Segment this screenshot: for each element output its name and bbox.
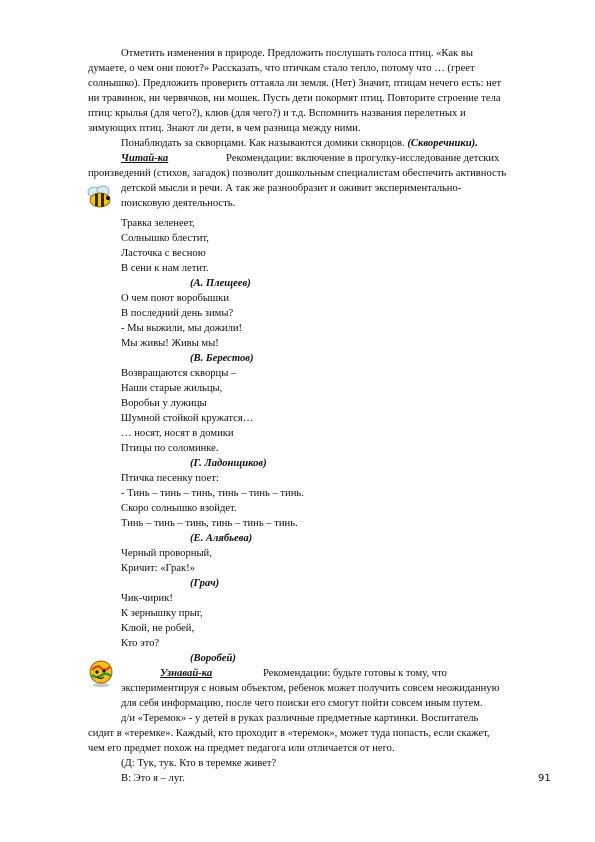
poem-line: Шумной стойкой кружатся… bbox=[121, 413, 254, 424]
riddle-line: Кричит: «Грак!» bbox=[121, 563, 195, 574]
riddle-line: К зернышку прыг, bbox=[121, 608, 203, 619]
poem-line: В сени к нам летит. bbox=[121, 263, 209, 274]
page-number: 91 bbox=[538, 773, 551, 784]
riddle-line: Чик-чирик! bbox=[121, 593, 173, 604]
poem-author: (В. Берестов) bbox=[190, 353, 254, 364]
riddle-answer: (Воробей) bbox=[190, 653, 236, 664]
observe-answer: (Скворечники). bbox=[407, 138, 478, 149]
poem-line: … носят, носят в домики bbox=[121, 428, 234, 439]
poem-line: Ласточка с весною bbox=[121, 248, 206, 259]
explorer-rec-line: экспериментируя с новым объектом, ребенок может получить совсем неожиданную bbox=[121, 683, 500, 694]
intro-line: думаете, о чем они поют?» Рассказать, что птичкам стало тепло, потому что … (греет bbox=[88, 63, 475, 74]
reader-heading: Читай-ка bbox=[121, 153, 169, 164]
poem-author: (Е. Алябьева) bbox=[190, 533, 253, 544]
riddle-line: Клюй, не робей, bbox=[121, 623, 195, 634]
poem-line: Птичка песенку поет: bbox=[121, 473, 219, 484]
poem-line: Мы живы! Живы мы! bbox=[121, 338, 219, 349]
poem-line: Солнышко блестит, bbox=[121, 233, 209, 244]
dialogue-line: (Д: Тук, тук. Кто в теремке живет? bbox=[121, 758, 277, 769]
poem-line: Воробьи у лужицы bbox=[121, 398, 207, 409]
poem-line: Скоро солнышко взойдет. bbox=[121, 503, 237, 514]
intro-line: солнышко). Предложить проверить оттаяла ли земля. (Нет) Значит, птицам нечего есть: нет bbox=[88, 78, 502, 89]
explorer-rec-line: сидит в «теремке». Каждый, кто проходит в «теремок», может туда попасть, если скажет, bbox=[88, 728, 490, 739]
explorer-rec-line: д/и «Теремок» - у детей в руках различные предметные картинки. Воспитатель bbox=[121, 713, 479, 724]
poem-line: - Тинь – тинь – тинь, тинь – тинь – тинь. bbox=[121, 488, 304, 499]
explorer-rec-line: чем его предмет похож на предмет педагога или отличается от него. bbox=[88, 743, 395, 754]
bee-icon bbox=[86, 183, 114, 209]
intro-line: Отметить изменения в природе. Предложить послушать голоса птиц. «Как вы bbox=[121, 48, 473, 59]
globe-icon bbox=[88, 658, 114, 688]
intro-line: птиц: крылья (для чего?), клюв (для чего?) и т.д. Вспомнить названия перелетных и bbox=[88, 108, 466, 119]
poem-line: Тинь – тинь – тинь, тинь – тинь – тинь. bbox=[121, 518, 298, 529]
riddle-line: Кто это? bbox=[121, 638, 160, 649]
poem-line: Травка зеленеет, bbox=[121, 218, 195, 229]
explorer-rec-line: Рекомендации: будьте готовы к тому, что bbox=[263, 668, 447, 679]
intro-line: зимующих птиц. Знают ли дети, в чем разница между ними. bbox=[88, 123, 361, 134]
reader-rec-line: детской мысли и речи. А так же разнообразит и оживит экспериментально- bbox=[121, 183, 462, 194]
riddle-line: Черный проворный, bbox=[121, 548, 212, 559]
reader-rec-line: Рекомендации: включение в прогулку-исследование детских bbox=[226, 153, 500, 164]
poem-line: О чем поют воробышки bbox=[121, 293, 230, 304]
poem-line: Возвращаются скворцы – bbox=[121, 368, 237, 379]
poem-line: Наши старые жильцы, bbox=[121, 383, 223, 394]
poem-line: В последний день зимы? bbox=[121, 308, 234, 319]
poem-author: (Г. Ладонщиков) bbox=[190, 458, 267, 469]
observe-text: Понаблюдать за скворцами. Как называются домики скворцов. bbox=[121, 138, 405, 149]
explorer-heading: Узнавай-ка bbox=[160, 668, 213, 679]
explorer-rec-line: для себя информацию, после чего поиски его смогут пойти совсем иным путем. bbox=[121, 698, 483, 709]
poem-line: Птицы по соломинке. bbox=[121, 443, 219, 454]
dialogue-line: В: Это я – луг. bbox=[121, 773, 185, 784]
observe-line bbox=[121, 137, 478, 150]
riddle-answer: (Грач) bbox=[190, 578, 220, 589]
intro-line: ни травинок, ни червячков, ни мошек. Пусть дети покормят птиц. Повторите строение тела bbox=[88, 93, 501, 104]
reader-rec-line: поисковую деятельность. bbox=[121, 198, 236, 209]
reader-rec-line: произведений (стихов, загадок) позволит дошкольным специалистам обеспечить активность bbox=[88, 168, 507, 179]
poem-author: (А. Плещеев) bbox=[190, 278, 251, 289]
poem-line: - Мы выжили, мы дожили! bbox=[121, 323, 243, 334]
